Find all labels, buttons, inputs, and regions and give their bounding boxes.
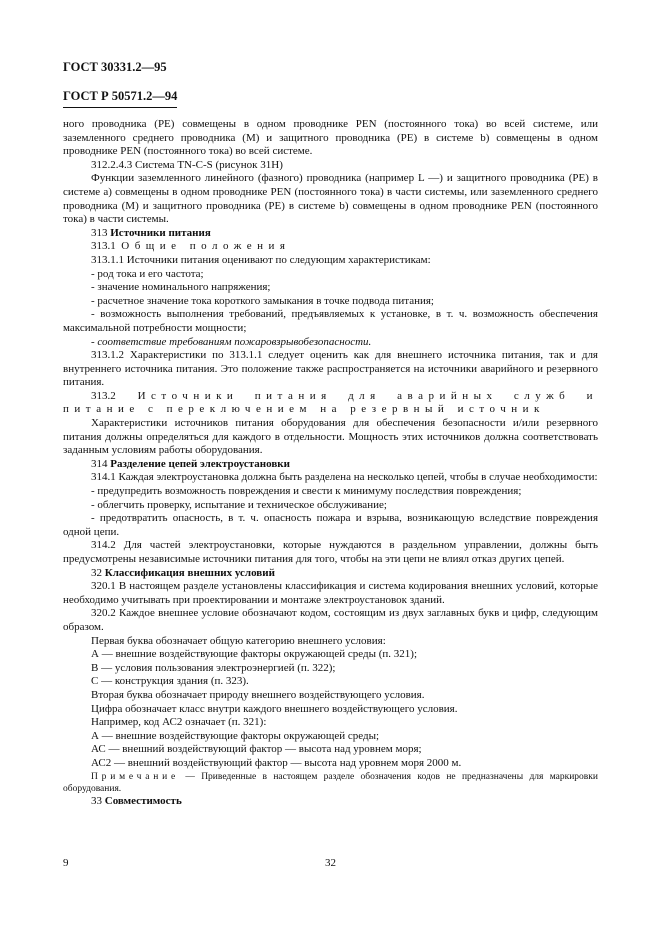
list-item: - облегчить проверку, испытание и техническое обслуживание;	[91, 498, 387, 511]
section-title: Разделение цепей электроустановки	[110, 457, 290, 470]
list-item: - расчетное значение тока короткого замыкания в точке подвода питания;	[91, 294, 434, 307]
subsection-number: 313.1	[91, 240, 116, 253]
section-title: Классификация внешних условий	[104, 566, 275, 579]
paragraph: АС — внешний воздействующий фактор — высота над уровнем моря;	[91, 743, 422, 756]
section-heading-313	[63, 227, 598, 241]
section-title: Источники питания	[110, 226, 211, 239]
section-number: 313	[91, 226, 108, 239]
page-number-center: 32	[325, 857, 336, 869]
page-body	[63, 118, 598, 808]
paragraph: В — условия пользования электроэнергией (п. 322);	[91, 661, 336, 674]
note	[63, 771, 598, 795]
list-item: - значение номинального напряжения;	[91, 281, 271, 294]
section-number: 32	[91, 566, 102, 579]
section-number: 33	[91, 794, 102, 807]
subsection-heading-313-1	[63, 240, 598, 254]
paragraph: 320.1 В настоящем разделе установлены классификация и система кодирования внешних условий, которые необходимо учитывать при проектировании и монтаже электроустановок зданий.	[63, 580, 598, 606]
standard-number-1: ГОСТ 30331.2—95	[63, 60, 167, 74]
list-item: - предотвратить опасность, в т. ч. опасность пожара и взрыва, возникающую вследствие повреждения одной цепи.	[63, 512, 598, 538]
paragraph: ного проводника (PE) совмещены в одном проводнике PEN (постоянного тока) во всей системе, или заземленного среднего проводника (M) и защитного проводника (PE) в системе b) совмещены в одном проводнике PEN (постоянного тока) во всей системе.	[63, 118, 598, 158]
paragraph: Характеристики источников питания оборудования для обеспечения безопасности и/или резервного питания должны определяться для каждого в отдельности. Мощность этих источников должна соответствовать заданным условиям работы оборудования.	[63, 417, 598, 457]
list-item: - предупредить возможность повреждения и свести к минимуму последствия повреждения;	[91, 485, 522, 498]
list-item: - возможность выполнения требований, предъявляемых к установке, в т. ч. возможность обеспечения максимальной потребности мощности;	[63, 308, 598, 334]
paragraph: Цифра обозначает класс внутри каждого внешнего воздействующего условия.	[91, 702, 458, 715]
section-heading-314	[63, 458, 598, 472]
paragraph: Первая буква обозначает общую категорию внешнего условия:	[91, 634, 386, 647]
note-label: Примечание	[91, 771, 180, 782]
paragraph: 314.1 Каждая электроустановка должна быть разделена на несколько цепей, чтобы в случае необходимости:	[91, 471, 598, 484]
paragraph: 314.2 Для частей электроустановки, которые нуждаются в раздельном управлении, должны быть предусмотрены независимые источники питания для того, чтобы на эти цепи не влиял отказ других цепей.	[63, 539, 598, 565]
page-number-left: 9	[63, 857, 69, 869]
section-heading-32	[63, 567, 598, 581]
section-heading-33	[63, 795, 598, 809]
subsection-number: 313.2	[91, 389, 116, 402]
paragraph: А — внешние воздействующие факторы окружающей среды (п. 321);	[91, 648, 418, 661]
subsection-heading-313-2	[63, 390, 598, 417]
paragraph: 320.2 Каждое внешнее условие обозначают кодом, состоящим из двух заглавных букв и цифр, следующим образом.	[63, 607, 598, 633]
paragraph: С — конструкция здания (п. 323).	[91, 675, 249, 688]
list-item: - соответствие требованиям пожаровзрывобезопасности.	[91, 335, 372, 348]
paragraph: Вторая буква обозначает природу внешнего воздействующего условия.	[91, 688, 425, 701]
document-header	[63, 59, 213, 108]
paragraph: Например, код АС2 означает (п. 321):	[91, 716, 267, 729]
standard-number-2: ГОСТ Р 50571.2—94	[63, 88, 177, 108]
paragraph: АС2 — внешний воздействующий фактор — высота над уровнем моря 2000 м.	[91, 756, 462, 769]
paragraph: А — внешние воздействующие факторы окружающей среды;	[91, 729, 380, 742]
list-item: - род тока и его частота;	[91, 267, 204, 280]
section-title: Совместимость	[104, 794, 182, 807]
paragraph: 313.1.2 Характеристики по 313.1.1 следует оценить как для внешнего источника питания, так и для внутреннего источника питания. Это положение также распространяется на источники аварийного и резервного питания.	[63, 349, 598, 389]
note-text: — Приведенные в настоящем разделе обозначения кодов не предназначены для маркировки оборудования.	[63, 771, 598, 794]
section-number: 314	[91, 457, 108, 470]
paragraph: Функции заземленного линейного (фазного) проводника (например L —) и защитного проводника (PE) в системе a) совмещены в одном проводнике PEN (постоянного тока) в части системы, или заземленного среднего проводника (M) и защитного проводника (PE) в системе b) совмещены в одном проводнике PEN (постоянного тока) в части системы.	[63, 172, 598, 226]
paragraph: 312.2.4.3 Система TN-C-S (рисунок 31H)	[91, 158, 283, 171]
subsection-title: Общие положения	[121, 240, 291, 253]
subsection-title: Источники питания для аварийных служб и питание с переключением на резервный источник	[63, 389, 598, 416]
paragraph: 313.1.1 Источники питания оценивают по следующим характеристикам:	[91, 253, 431, 266]
